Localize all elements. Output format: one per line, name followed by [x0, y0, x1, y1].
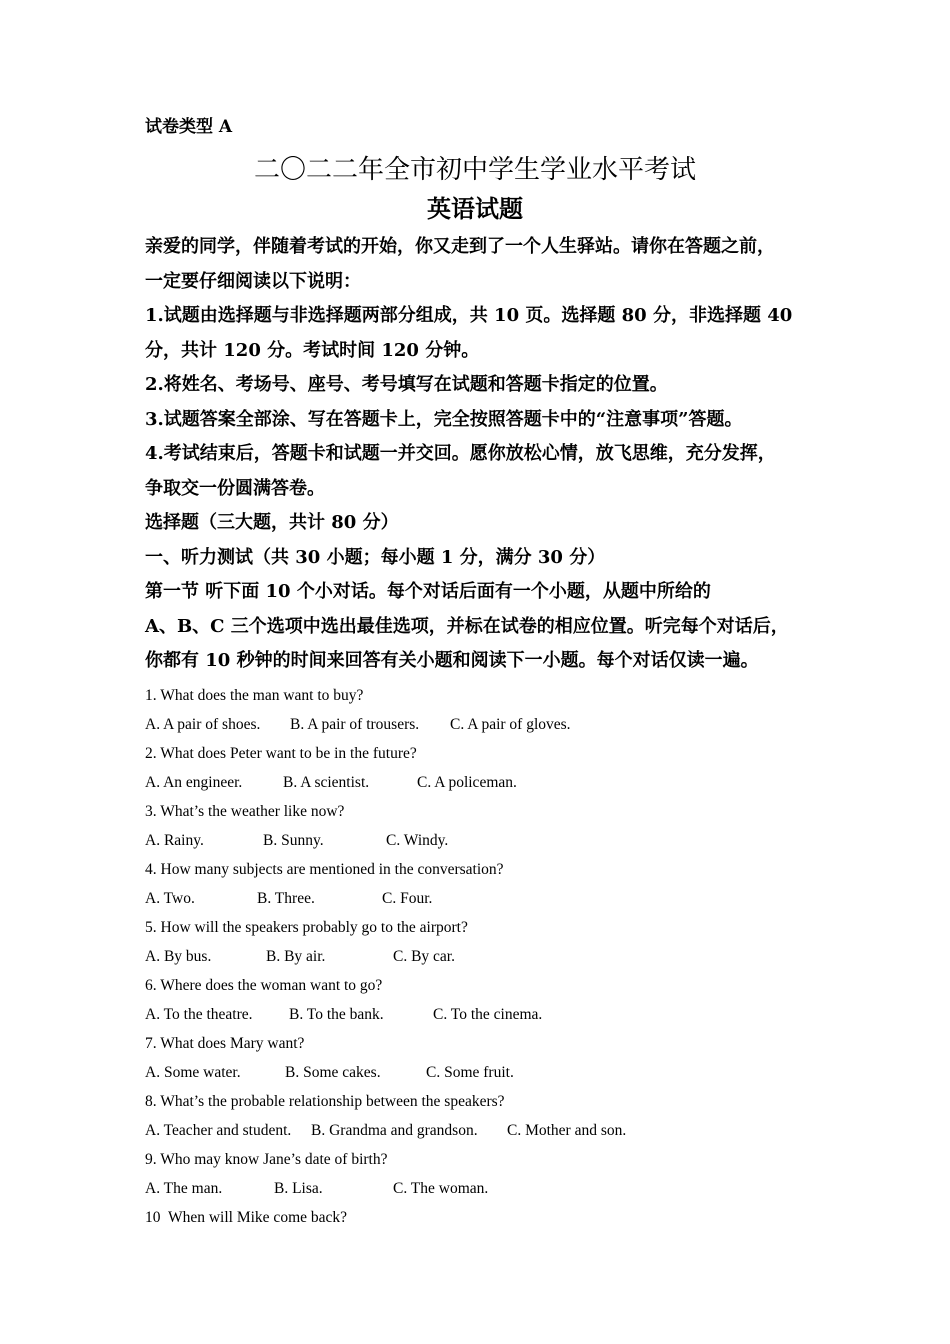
question-text: 5. How will the speakers probably go to the airport? — [145, 918, 468, 936]
question-text: 1. What does the man want to buy? — [145, 686, 364, 704]
option-b: B. Lisa. — [274, 1179, 323, 1197]
option-c: C. To the cinema. — [433, 1005, 543, 1023]
option-a: A. Teacher and student. — [145, 1121, 292, 1139]
option-a: A. By bus. — [145, 947, 212, 965]
question-text: 2. What does Peter want to be in the future? — [145, 744, 417, 762]
question-text: 10 When will Mike come back? — [145, 1208, 348, 1226]
intro-line: 2.将姓名、考场号、座号、考号填写在试题和答题卡指定的位置。 — [145, 374, 668, 395]
intro-line: 1.试题由选择题与非选择题两部分组成，共 10 页。选择题 80 分，非选择题 40 — [145, 305, 793, 326]
listening-part-heading: 一、听力测试（共 30 小题；每小题 1 分，满分 30 分） — [145, 546, 606, 568]
question-options — [145, 826, 825, 855]
question-text: 6. Where does the woman want to go? — [145, 976, 383, 994]
option-c: C. Mother and son. — [507, 1121, 627, 1139]
question-text: 3. What’s the weather like now? — [145, 802, 345, 820]
paper-type-label: 试卷类型 A — [145, 117, 233, 137]
question-options — [145, 768, 825, 797]
option-b: B. Some cakes. — [285, 1063, 381, 1081]
question-text: 7. What does Mary want? — [145, 1034, 305, 1052]
option-c: C. A policeman. — [417, 773, 517, 791]
option-b: B. By air. — [266, 947, 326, 965]
exam-subtitle: 英语试题 — [427, 194, 523, 223]
option-c: C. The woman. — [393, 1179, 489, 1197]
option-a: A. Rainy. — [145, 831, 204, 849]
question-options — [145, 1000, 825, 1029]
page-content — [145, 114, 825, 1232]
intro-line: 争取交一份圆满答卷。 — [145, 477, 325, 499]
option-c: C. By car. — [393, 947, 455, 965]
question-options — [145, 1116, 825, 1145]
option-a: A. A pair of shoes. — [145, 715, 261, 733]
option-a: A. Some water. — [145, 1063, 241, 1081]
option-a: A. To the theatre. — [145, 1005, 253, 1023]
question-text: 9. Who may know Jane’s date of birth? — [145, 1150, 388, 1168]
option-b: B. Three. — [257, 889, 315, 907]
option-a: A. Two. — [145, 889, 195, 907]
intro-line: 一定要仔细阅读以下说明： — [145, 270, 361, 292]
option-c: C. A pair of gloves. — [450, 715, 571, 733]
intro-line: 3.试题答案全部涂、写在答题卡上，完全按照答题卡中的“注意事项”答题。 — [145, 408, 743, 430]
exam-title: 二〇二二年全市初中学生学业水平考试 — [253, 155, 696, 185]
question-text: 4. How many subjects are mentioned in the conversation? — [145, 860, 504, 878]
question-options — [145, 710, 825, 739]
option-b: B. To the bank. — [289, 1005, 384, 1023]
instruction-line: 你都有 10 秒钟的时间来回答有关小题和阅读下一小题。每个对话仅读一遍。 — [145, 650, 759, 671]
listening-instructions — [145, 575, 825, 679]
intro-line: 4.考试结束后，答题卡和试题一并交回。愿你放松心情，放飞思维，充分发挥， — [145, 443, 776, 464]
intro-line: 分，共计 120 分。考试时间 120 分钟。 — [145, 339, 480, 361]
intro-block — [145, 230, 825, 506]
choice-section-heading: 选择题（三大题，共计 80 分） — [145, 512, 399, 533]
instruction-line: 第一节 听下面 10 个小对话。每个对话后面有一个小题，从题中所给的 — [145, 581, 711, 602]
option-b: B. Grandma and grandson. — [311, 1121, 478, 1139]
question-options — [145, 884, 825, 913]
question-list — [145, 681, 825, 1232]
instruction-line: A、B、C 三个选项中选出最佳选项，并标在试卷的相应位置。听完每个对话后， — [145, 615, 789, 637]
question-options — [145, 942, 825, 971]
option-c: C. Windy. — [386, 831, 449, 849]
option-b: B. A pair of trousers. — [290, 715, 420, 733]
intro-line: 亲爱的同学，伴随着考试的开始，你又走到了一个人生驿站。请你在答题之前， — [145, 236, 775, 257]
question-options — [145, 1174, 825, 1203]
question-text: 8. What’s the probable relationship between the speakers? — [145, 1092, 505, 1110]
option-c: C. Some fruit. — [426, 1063, 514, 1081]
option-b: B. A scientist. — [283, 773, 370, 791]
option-b: B. Sunny. — [263, 831, 324, 849]
option-a: A. An engineer. — [145, 773, 243, 791]
question-options — [145, 1058, 825, 1087]
option-c: C. Four. — [382, 889, 433, 907]
option-a: A. The man. — [145, 1179, 223, 1197]
